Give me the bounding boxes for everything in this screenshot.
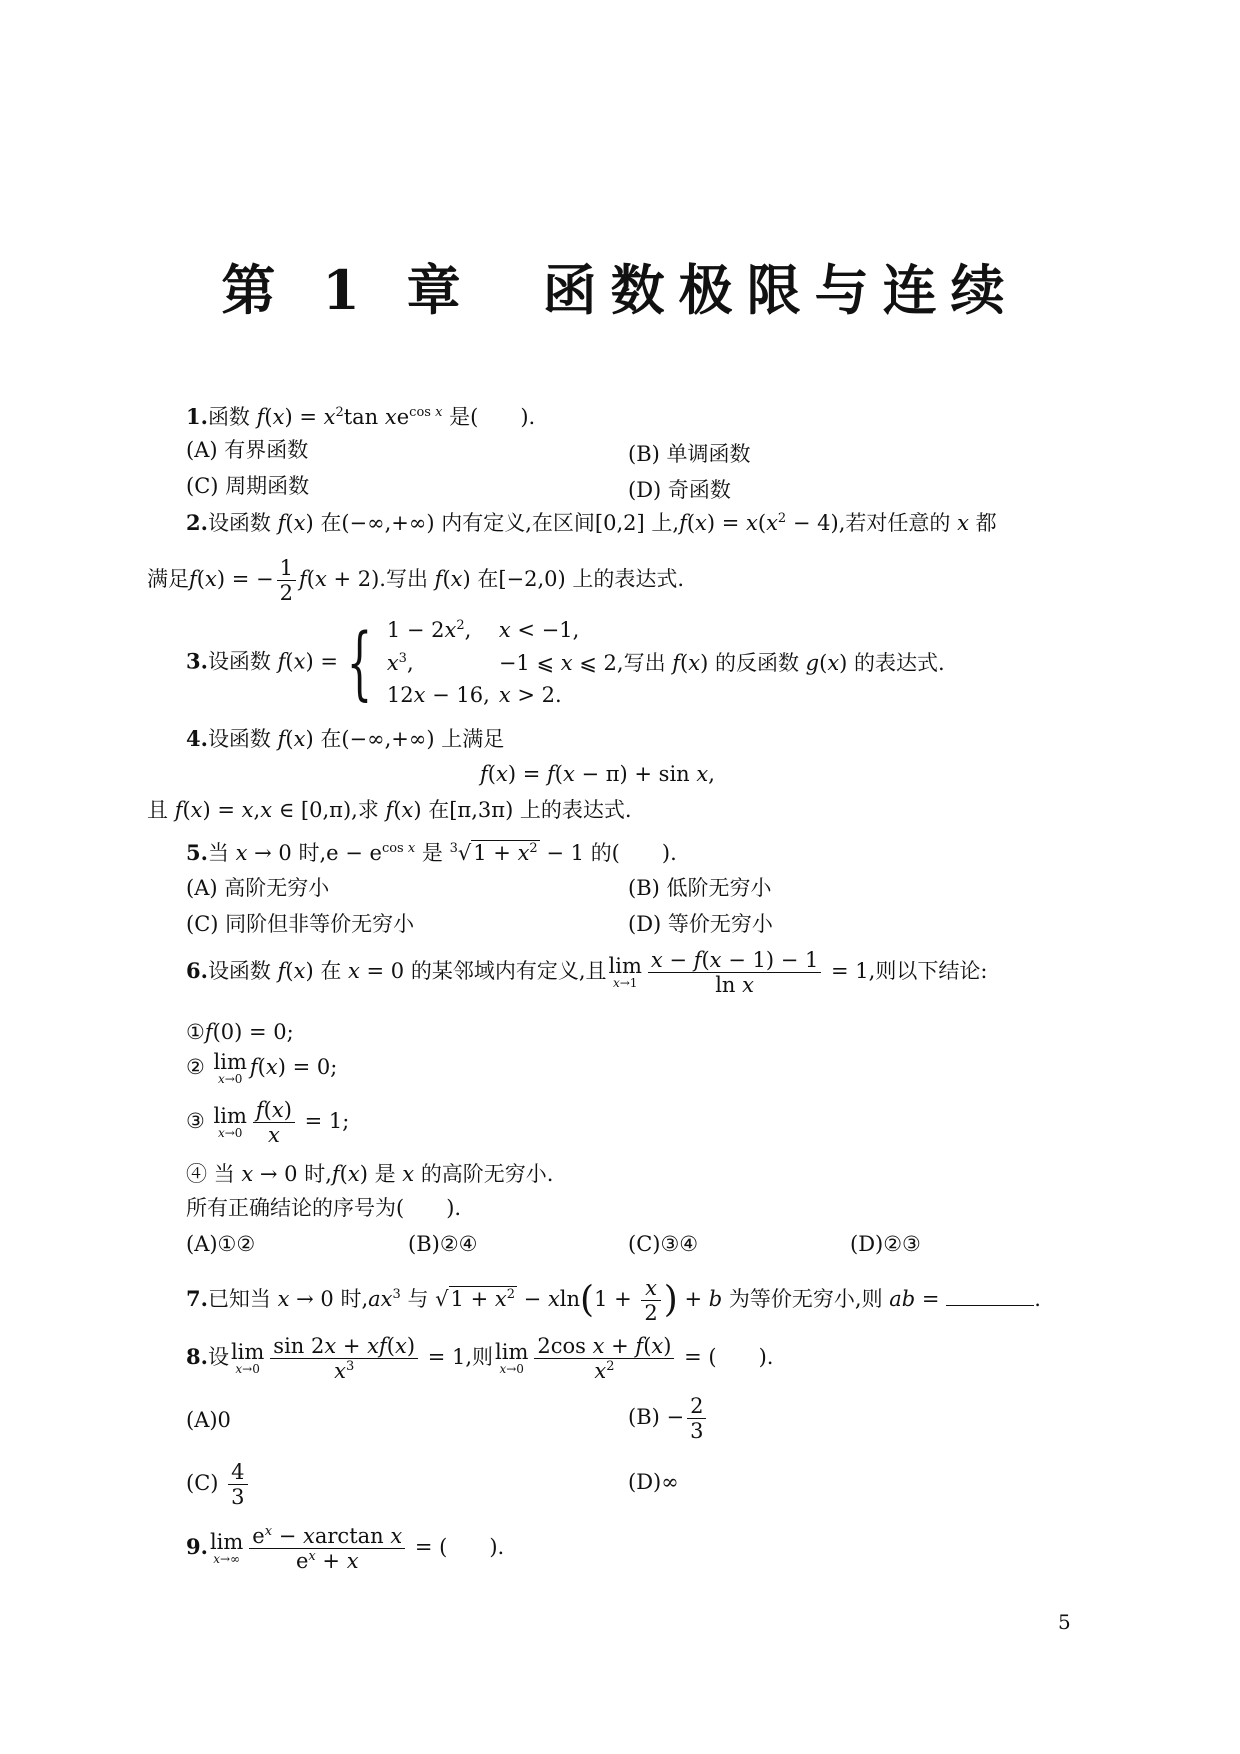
q6-option-b: (B)②④ [408, 1232, 478, 1256]
statement-1: ①f(0) = 0; [186, 1020, 294, 1044]
q8-option-b: (B) − $\frac{2}{3}$ [628, 1394, 709, 1443]
question-9: 9. lim x→∞ $\frac{e^x - xarctan x}{e^x + x}$ = ( ). [186, 1524, 505, 1574]
answer-blank[interactable] [946, 1305, 1034, 1306]
question-4: 4.设函数 f(x) 在(−∞,+∞) 上满足 [186, 726, 505, 751]
q8-option-a: (A)0 [186, 1408, 231, 1432]
q5-option-c: (C) 同阶但非等价无穷小 [186, 912, 415, 936]
q1-option-a: (A) 有界函数 [186, 438, 309, 462]
statement-4: ④ 当 x → 0 时,f(x) 是 x 的高阶无穷小. [186, 1162, 554, 1186]
q6-option-a: (A)①② [186, 1232, 256, 1256]
page-number: 5 [1058, 1610, 1071, 1634]
q5-option-b: (B) 低阶无穷小 [628, 876, 772, 900]
q6-option-d: (D)②③ [850, 1232, 921, 1256]
statement-3: ③ lim x→0 $\frac{f(x)}{x}$ = 1; [186, 1098, 350, 1148]
q1-option-c: (C) 周期函数 [186, 474, 310, 498]
question-3: 3.设函数 f(x) = { $1 - 2x^2$, x < −1, $x^3$, −1 ⩽ x ⩽ 2,写出 f(x) 的反函数 g(x) 的表达式. 12x − 16, x > 2. [186, 615, 945, 709]
q1-option-d: (D) 奇函数 [628, 478, 731, 502]
statement-2: ② lim x→0 f(x) = 0; [186, 1050, 338, 1086]
question-2: 2.设函数 f(x) 在(−∞,+∞) 内有定义,在区间[0,2] 上$,f(x) = x(x^2 - 4)$,若对任意的 x 都 [186, 510, 997, 535]
question-4-cont: 且 f(x) = x,x ∈ [0,π),求 f(x) 在[π,3π) 上的表达式. [147, 798, 632, 822]
q8-option-d: (D)∞ [628, 1470, 679, 1494]
q5-option-d: (D) 等价无穷小 [628, 912, 773, 936]
question-5: 5.当 x → 0 时$,e - e^{cos x}$ 是 $^3√1 + x^2 - 1$ 的( ). [186, 840, 677, 865]
q8-option-c: (C) $\frac{4}{3}$ [186, 1460, 251, 1509]
q5-option-a: (A) 高阶无穷小 [186, 876, 330, 900]
q1-option-b: (B) 单调函数 [628, 442, 751, 466]
question-2-cont: 满足f(x) = − $\frac{1}{2}$ f(x + 2).写出 f(x) 在[−2,0) 上的表达式. [147, 556, 685, 606]
question-6: 6.设函数 f(x) 在 x = 0 的某邻域内有定义,且 lim x→1 $\frac{x - f(x - 1) - 1}{\text{ln x}}$ = 1,则以下结论: [186, 948, 988, 998]
question-1: 1.函数 $f(x) = x^2\tan$ $xe^{cos x}$ 是( ). [186, 404, 536, 429]
q6-option-c: (C)③④ [628, 1232, 699, 1256]
chapter-title: 第 1 章 函数极限与连续 [221, 258, 1019, 322]
question-7: 7.已知当 x → 0 时$,ax^3$ 与 $√1 + x^2 - xln(1$ + $\frac{x}{2}$ ) + b 为等价无穷小,则 ab = . [186, 1276, 1041, 1326]
question-6-ask: 所有正确结论的序号为( ). [186, 1196, 462, 1220]
question-4-equation: f(x) = f(x − π) + sin x, [480, 762, 715, 786]
question-8: 8.设 lim x→0 $\frac{\sin 2x + xf(x)}{x^3}$ = 1,则 lim x→0 $\frac{\text{2cos x + f(x)}}{x^2}$ = ( ). [186, 1334, 774, 1384]
